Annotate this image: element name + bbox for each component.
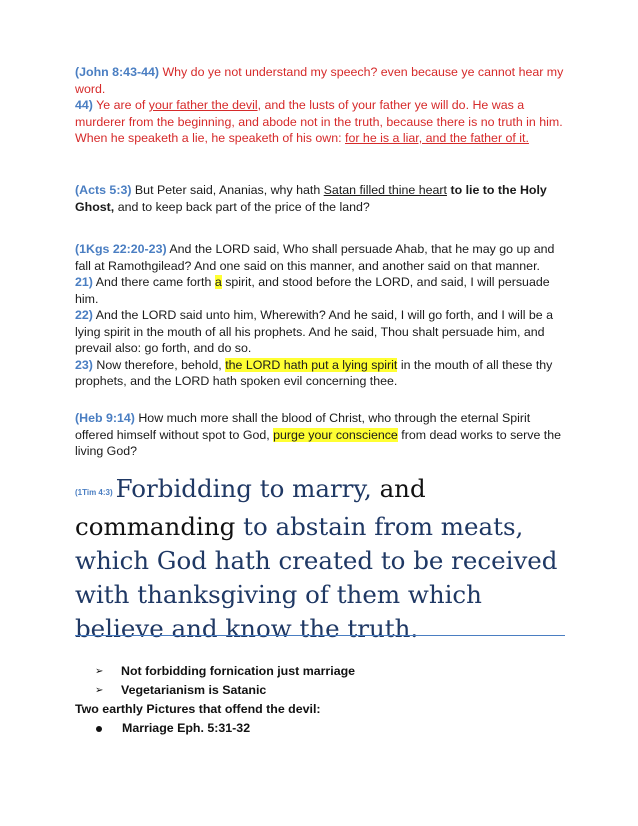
acts-paragraph	[75, 182, 565, 215]
verse-ref: (Heb 9:14)	[75, 411, 135, 425]
list-item	[75, 662, 565, 681]
dot-bullet-icon	[96, 726, 102, 732]
underlined-text: for he is a liar, and the father of it.	[345, 131, 529, 145]
list-item-text: Vegetarianism is Satanic	[121, 683, 267, 697]
notes-list	[75, 662, 565, 738]
verse-text: from dead works to serve the living God?	[75, 427, 562, 458]
verse-text: And the LORD said, Who shall persuade Ahab, that he may go up and fall at Ramothgilead? And one said on this manner, and another said on that manner.	[75, 242, 555, 273]
verse-ref: (Acts 5:3)	[75, 183, 132, 197]
quote-text: commanding	[75, 512, 236, 541]
timothy-quote	[75, 472, 575, 646]
highlighted-text: a	[214, 275, 222, 289]
arrow-bullet-icon: ➢	[95, 685, 104, 696]
verse-text: And there came forth	[95, 275, 212, 289]
john-paragraph	[75, 64, 565, 147]
verse-ref: 23)	[75, 357, 93, 372]
list-heading: Two earthly Pictures that offend the devil:	[75, 702, 321, 716]
verse-text: Why do ye not understand my speech? even because ye cannot hear my word.	[75, 65, 564, 96]
verse-text: How much more shall the blood of Christ, who through the eternal Spirit offered himself without spot to God,	[75, 411, 531, 442]
verse-text: Ye are of	[96, 98, 146, 112]
divider	[75, 635, 565, 636]
underlined-text: your father the devil	[148, 98, 258, 112]
arrow-bullet-icon: ➢	[95, 666, 104, 677]
verse-ref: (1Kgs 22:20-23)	[75, 242, 167, 256]
verse-ref: (1Tim 4:3)	[75, 488, 113, 497]
kings-paragraph	[75, 241, 565, 390]
list-item	[75, 719, 565, 738]
verse-text: But Peter said, Ananias, why hath	[134, 183, 321, 197]
underlined-text: Satan filled thine heart	[323, 183, 447, 197]
verse-ref: (John 8:43-44)	[75, 65, 159, 79]
quote-text: to abstain from meats, which God hath created to be received with thanksgiving of them which believe and know the truth.	[75, 512, 558, 643]
verse-text: , and the lusts of your father ye will do. He was a murderer from the beginning, and abode not in the truth, because there is no truth in him. When he speaketh a lie, he speaketh of his own:	[75, 98, 563, 145]
verse-text: and to keep back part of the price of the land?	[117, 199, 370, 214]
highlighted-text: purge your conscience	[273, 427, 398, 442]
verse-text: spirit, and stood before the LORD, and said, I will persuade him.	[75, 275, 550, 306]
hebrews-paragraph	[75, 410, 565, 460]
bold-text: to lie to the Holy Ghost,	[75, 183, 547, 214]
list-item-text: Marriage Eph. 5:31-32	[122, 721, 251, 735]
verse-text: in the mouth of all these thy prophets, and the LORD hath spoken evil concerning thee.	[75, 357, 553, 388]
list-item	[75, 681, 565, 700]
verse-ref: 22)	[75, 308, 93, 322]
verse-ref: 44)	[75, 98, 93, 112]
quote-text: Forbidding to marry,	[115, 474, 372, 503]
highlighted-text: the LORD hath put a lying spirit	[225, 357, 398, 372]
quote-text: and	[379, 474, 426, 503]
verse-text: And the LORD said unto him, Wherewith? And he said, I will go forth, and I will be a lying spirit in the mouth of all his prophets. And he said, Thou shalt persuade him, and prevail also: go forth, and do so.	[75, 308, 554, 355]
verse-ref: 21)	[75, 275, 93, 289]
list-item-text: Not forbidding fornication just marriage	[121, 664, 356, 678]
verse-text: Now therefore, behold,	[96, 357, 222, 372]
